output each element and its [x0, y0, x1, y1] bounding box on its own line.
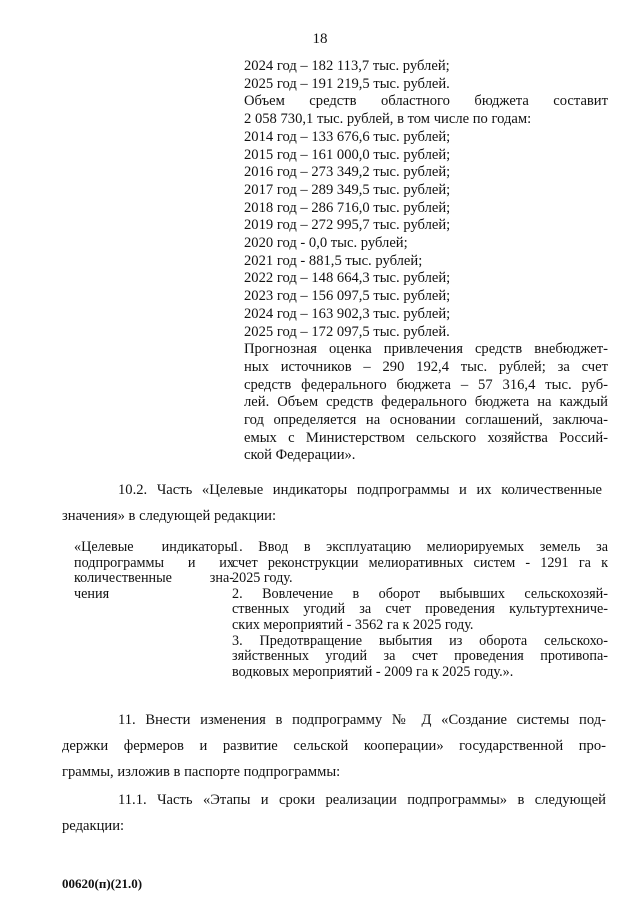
page-number: 18: [312, 31, 328, 47]
year-line: 2025 год – 172 097,5 тыс. рублей.: [244, 323, 450, 340]
year-line: 2020 год - 0,0 тыс. рублей;: [244, 235, 408, 252]
section-11-1-line: 11.1. Часть «Этапы и сроки реализации подпрограммы» в следующей: [118, 792, 606, 808]
section-10-2-line: 10.2. Часть «Целевые индикаторы подпрограммы и их количественные: [118, 482, 602, 498]
indicator-line: 2025 году.: [232, 570, 293, 587]
year-line: 2014 год – 133 676,6 тыс. рублей;: [244, 128, 451, 145]
forecast-line: год определяется на основании соглашений, заключа-: [244, 412, 608, 429]
section-11-line: граммы, изложив в паспорте подпрограммы:: [62, 764, 341, 780]
indicator-line: 3. Предотвращение выбытия из оборота сельскохо-: [232, 632, 608, 649]
year-line: 2018 год – 286 716,0 тыс. рублей;: [244, 199, 451, 216]
section-11-line: 11. Внести изменения в подпрограмму № Д «Создание системы под-: [118, 712, 606, 728]
indicators-label-line: количественные зна-: [74, 570, 234, 587]
indicators-label-line: чения: [74, 585, 110, 602]
year-line: 2015 год – 161 000,0 тыс. рублей;: [244, 146, 451, 163]
forecast-line: Прогнозная оценка привлечения средств внебюджет-: [244, 341, 608, 358]
year-line: 2023 год – 156 097,5 тыс. рублей;: [244, 288, 451, 305]
indicators-value-cell: [232, 540, 608, 680]
indicator-line: водковых мероприятий - 2009 га к 2025 году.».: [232, 663, 514, 680]
indicator-line: зяйственных угодий за счет проведения противопа-: [232, 648, 608, 665]
indicator-line: ских мероприятий - 3562 га к 2025 году.: [232, 616, 474, 633]
forecast-line: средств федерального бюджета – 57 316,4 тыс. руб-: [244, 376, 608, 393]
indicators-label-cell: [74, 540, 234, 602]
year-line: 2019 год – 272 995,7 тыс. рублей;: [244, 217, 451, 234]
section-11-line: держки фермеров и развитие сельской кооперации» государственной про-: [62, 738, 606, 754]
budget-continuation: [244, 58, 608, 465]
budget-line: 2025 год – 191 219,5 тыс. рублей.: [244, 75, 450, 92]
section-10-2-line: значения» в следующей редакции:: [62, 508, 277, 524]
section-11-1-line: редакции:: [62, 818, 125, 834]
year-line: 2022 год – 148 664,3 тыс. рублей;: [244, 270, 451, 287]
forecast-line: лей. Объем средств федерального бюджета на каждый: [244, 394, 608, 411]
indicator-line: счет реконструкции мелиоративных систем - 1291 га к: [232, 554, 608, 571]
year-line: 2024 год – 163 902,3 тыс. рублей;: [244, 305, 451, 322]
year-line: 2021 год - 881,5 тыс. рублей;: [244, 252, 423, 269]
indicators-label-line: подпрограммы и их: [74, 554, 234, 571]
indicator-line: 1. Ввод в эксплуатацию мелиорируемых земель за: [232, 539, 608, 555]
forecast-line: ской Федерации».: [244, 447, 356, 464]
year-line: 2017 год – 289 349,5 тыс. рублей;: [244, 181, 451, 198]
footer-code: 00620(п)(21.0): [62, 876, 143, 891]
regional-budget-text: Объем средств областного бюджета составит: [244, 93, 608, 110]
indicator-line: 2. Вовлечение в оборот выбывших сельскохозяй-: [232, 585, 608, 602]
indicator-line: ственных угодий за счет проведения культуртехниче-: [232, 601, 608, 618]
regional-budget-text: 2 058 730,1 тыс. рублей, в том числе по годам:: [244, 111, 532, 128]
indicators-label-line: «Целевые индикаторы: [74, 539, 234, 555]
forecast-line: емых с Министерством сельского хозяйства Россий-: [244, 429, 608, 446]
budget-line: 2024 год – 182 113,7 тыс. рублей;: [244, 58, 450, 74]
year-line: 2016 год – 273 349,2 тыс. рублей;: [244, 164, 451, 181]
forecast-line: ных источников – 290 192,4 тыс. рублей; за счет: [244, 358, 608, 375]
